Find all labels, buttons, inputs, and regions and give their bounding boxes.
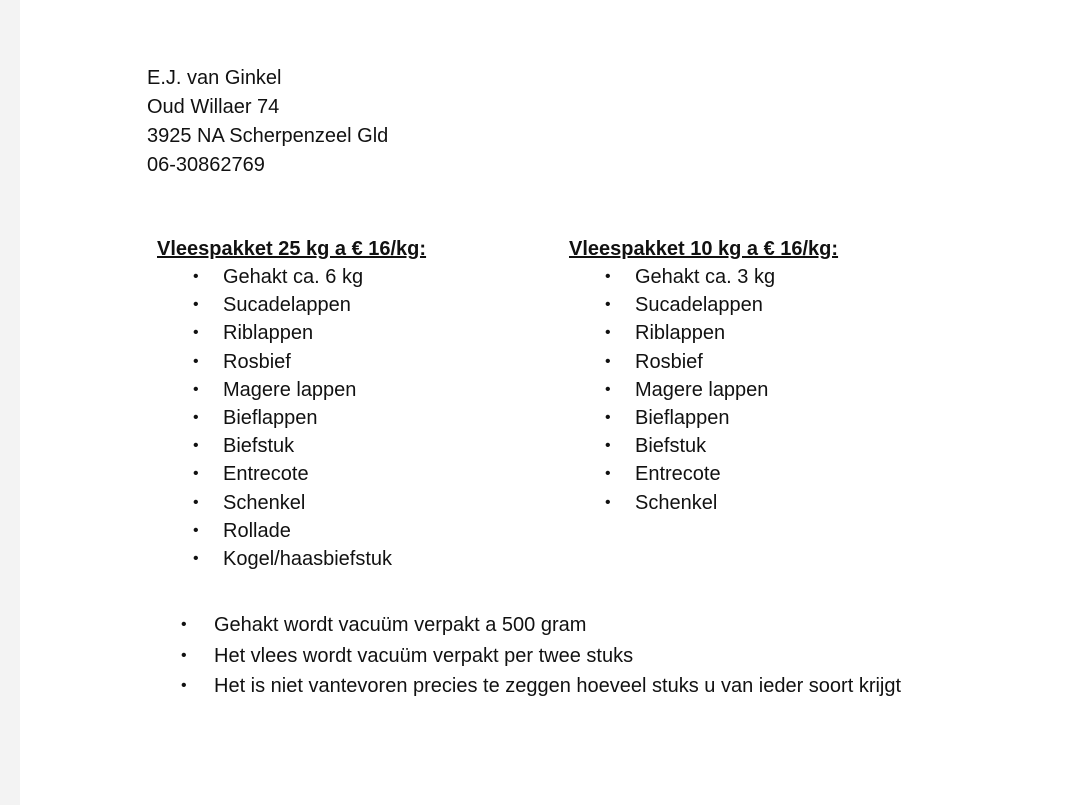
note-text: Gehakt wordt vacuüm verpakt a 500 gram (214, 614, 587, 636)
list-item-label: Rosbief (635, 350, 703, 373)
bullet-icon: • (193, 521, 199, 539)
note-text: Het is niet vantevoren precies te zeggen hoeveel stuks u van ieder soort krijgt (214, 675, 902, 697)
list-item (157, 489, 577, 517)
list-item (157, 348, 577, 376)
address-name: E.J. van Ginkel (147, 67, 282, 89)
list-item-label: Magere lappen (635, 378, 769, 401)
note-item (178, 641, 901, 672)
list-item (569, 319, 989, 347)
list-item (157, 376, 577, 404)
bullet-icon: • (605, 493, 611, 511)
bullet-icon: • (193, 268, 199, 285)
list-item-label: Biefstuk (223, 435, 295, 458)
list-item (157, 404, 577, 432)
bullet-icon: • (193, 550, 199, 568)
list-item-label: Biefstuk (635, 435, 707, 458)
list-item (569, 489, 989, 517)
list-item-label: Entrecote (635, 463, 721, 486)
bullet-icon: • (605, 380, 611, 398)
list-item (569, 291, 989, 319)
bullet-icon: • (605, 268, 611, 285)
bullet-icon: • (605, 324, 611, 342)
list-item (569, 432, 989, 460)
list-item-label: Gehakt ca. 6 kg (223, 266, 364, 288)
bullet-icon: • (193, 296, 199, 314)
bullet-icon: • (193, 409, 199, 427)
bullet-icon: • (181, 616, 187, 633)
list-item (157, 545, 577, 573)
list-item-label: Rosbief (223, 350, 291, 373)
list-item (157, 319, 577, 347)
list-item-label: Sucadelappen (635, 294, 763, 317)
list-item-label: Rollade (223, 519, 291, 542)
list-item-label: Bieflappen (223, 407, 318, 430)
note-item (178, 671, 901, 702)
bullet-icon: • (193, 380, 199, 398)
bullet-icon: • (605, 352, 611, 370)
list-item-label: Magere lappen (223, 378, 357, 401)
list-item-label: Gehakt ca. 3 kg (635, 266, 776, 288)
list-item-label: Entrecote (223, 463, 309, 486)
list-item (569, 376, 989, 404)
list-item (157, 291, 577, 319)
list-item (569, 404, 989, 432)
bullet-icon: • (605, 409, 611, 427)
package-item-list (157, 263, 577, 573)
note-item (178, 610, 901, 641)
list-item (157, 517, 577, 545)
list-item (569, 460, 989, 488)
package-item-list (569, 263, 989, 517)
bullet-icon: • (181, 677, 187, 694)
list-item-label: Bieflappen (635, 407, 730, 430)
bullet-icon: • (193, 352, 199, 370)
list-item (569, 348, 989, 376)
bullet-icon: • (181, 646, 187, 664)
list-item (569, 263, 989, 291)
bullet-icon: • (605, 465, 611, 483)
document-page (20, 0, 1080, 805)
bullet-icon: • (193, 324, 199, 342)
bullet-icon: • (605, 437, 611, 455)
bullet-icon: • (193, 465, 199, 483)
list-item-label: Schenkel (223, 491, 306, 514)
list-item-label: Schenkel (635, 491, 718, 514)
address-phone: 06-30862769 (147, 154, 265, 176)
list-item (157, 432, 577, 460)
list-item-label: Kogel/haasbiefstuk (223, 548, 393, 571)
notes-list (178, 610, 901, 702)
package-25kg (157, 235, 577, 573)
bullet-icon: • (605, 296, 611, 314)
package-title: Vleespakket 10 kg a € 16/kg: (569, 238, 839, 260)
list-item-label: Riblappen (223, 322, 314, 345)
note-text: Het vlees wordt vacuüm verpakt per twee stuks (214, 644, 634, 667)
list-item-label: Riblappen (635, 322, 726, 345)
list-item-label: Sucadelappen (223, 294, 351, 317)
address-block (147, 64, 388, 180)
bullet-icon: • (193, 493, 199, 511)
bullet-icon: • (193, 437, 199, 455)
address-street: Oud Willaer 74 (147, 96, 280, 118)
list-item (157, 460, 577, 488)
package-title: Vleespakket 25 kg a € 16/kg: (157, 238, 427, 260)
address-city: 3925 NA Scherpenzeel Gld (147, 125, 389, 147)
list-item (157, 263, 577, 291)
package-10kg (569, 235, 989, 517)
